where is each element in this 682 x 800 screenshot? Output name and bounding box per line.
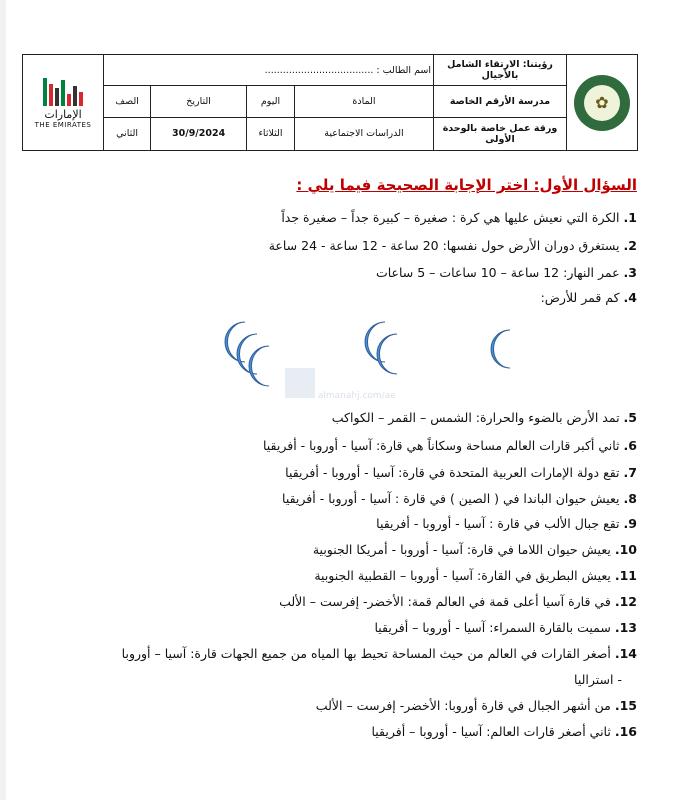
- emirates-bars-icon: [43, 76, 83, 106]
- col-grade: الصف: [104, 86, 151, 117]
- question-2: 2.يستغرق دوران الأرض حول نفسها: 20 ساعة - 12 ساعة - 24 ساعة: [268, 238, 637, 253]
- worksheet-title: ورقة عمل خاصة بالوحدة الأولى: [434, 117, 567, 150]
- question-5: 5.تمد الأرض بالضوء والحرارة: الشمس – القمر – الكواكب: [331, 410, 637, 425]
- question-12: 12.في قارة آسيا أعلى قمة في العالم قمة: الأخضر- إفرست – الألب: [279, 594, 637, 609]
- day-value: الثلاثاء: [247, 117, 295, 150]
- page-edge: [0, 0, 6, 800]
- watermark: almanahj.com/ae: [285, 368, 405, 428]
- crescent-moon-icon: [491, 330, 510, 368]
- col-day: اليوم: [247, 86, 295, 117]
- question-15: 15.من أشهر الجبال في قارة أوروبا: الأخضر- إفرست – الألب: [315, 698, 637, 713]
- col-date: التاريخ: [151, 86, 247, 117]
- school-seal-icon: ✿: [574, 75, 630, 131]
- school-logo: [567, 55, 638, 151]
- emirates-ar: الإمارات: [44, 108, 82, 121]
- col-subject: المادة: [294, 86, 433, 117]
- grade-value: الثاني: [104, 117, 151, 150]
- question-13: 13.سميت بالقارة السمراء: آسيا - أوروبا – أفريقيا: [374, 620, 637, 635]
- question-10: 10.يعيش حيوان اللاما في قارة: آسيا - أوروبا - أمريكا الجنوبية: [312, 542, 637, 557]
- emirates-logo: [23, 55, 104, 151]
- question-9: 9.تقع جبال الألب في قارة : آسيا - أوروبا - أفريقيا: [376, 516, 637, 531]
- question-8: 8.يعيش حيوان الباندا في ( الصين ) في قارة : آسيا - أوروبا - أفريقيا: [282, 491, 637, 506]
- student-name-field: اسم الطالب : ....................................: [104, 55, 434, 86]
- section-title: السؤال الأول: اختر الإجابة الصحيحة فيما يلي :: [296, 176, 637, 194]
- school-name: مدرسة الأرقم الخاصة: [434, 86, 567, 117]
- question-14-continued: - استراليا: [574, 672, 622, 687]
- question-16: 16.ثاني أصغر قارات العالم: آسيا - أوروبا – أفريقيا: [371, 724, 637, 739]
- question-1: 1.الكرة التي نعيش عليها هي كرة : صغيرة – كبيرة جداً – صغيرة جداً: [281, 210, 637, 225]
- question-14: 14.أصغر القارات في العالم من حيث المساحة تحيط بها المياه من جميع الجهات قارة: آسيا – أوروبا: [121, 646, 637, 661]
- question-11: 11.يعيش البطريق في القارة: آسيا - أوروبا – القطبية الجنوبية: [314, 568, 637, 583]
- watermark-logo-icon: [285, 368, 315, 398]
- header-table: [22, 54, 638, 151]
- vision-cell: رؤيتنا: الارتقاء الشامل بالأجيال: [434, 55, 567, 86]
- subject-value: الدراسات الاجتماعية: [294, 117, 433, 150]
- date-value: 30/9/2024: [151, 117, 247, 150]
- question-6: 6.ثاني أكبر قارات العالم مساحة وسكاناً هي قارة: آسيا - أوروبا - أفريقيا: [262, 438, 637, 453]
- crescent-moon-icon: [249, 346, 269, 386]
- emirates-en: THE EMIRATES: [34, 121, 92, 129]
- question-4: 4.كم قمر للأرض:: [540, 290, 637, 305]
- question-7: 7.تقع دولة الإمارات العربية المتحدة في قارة: آسيا - أوروبا - أفريقيا: [285, 465, 637, 480]
- question-3: 3.عمر النهار: 12 ساعة – 10 ساعات – 5 ساعات: [375, 265, 637, 280]
